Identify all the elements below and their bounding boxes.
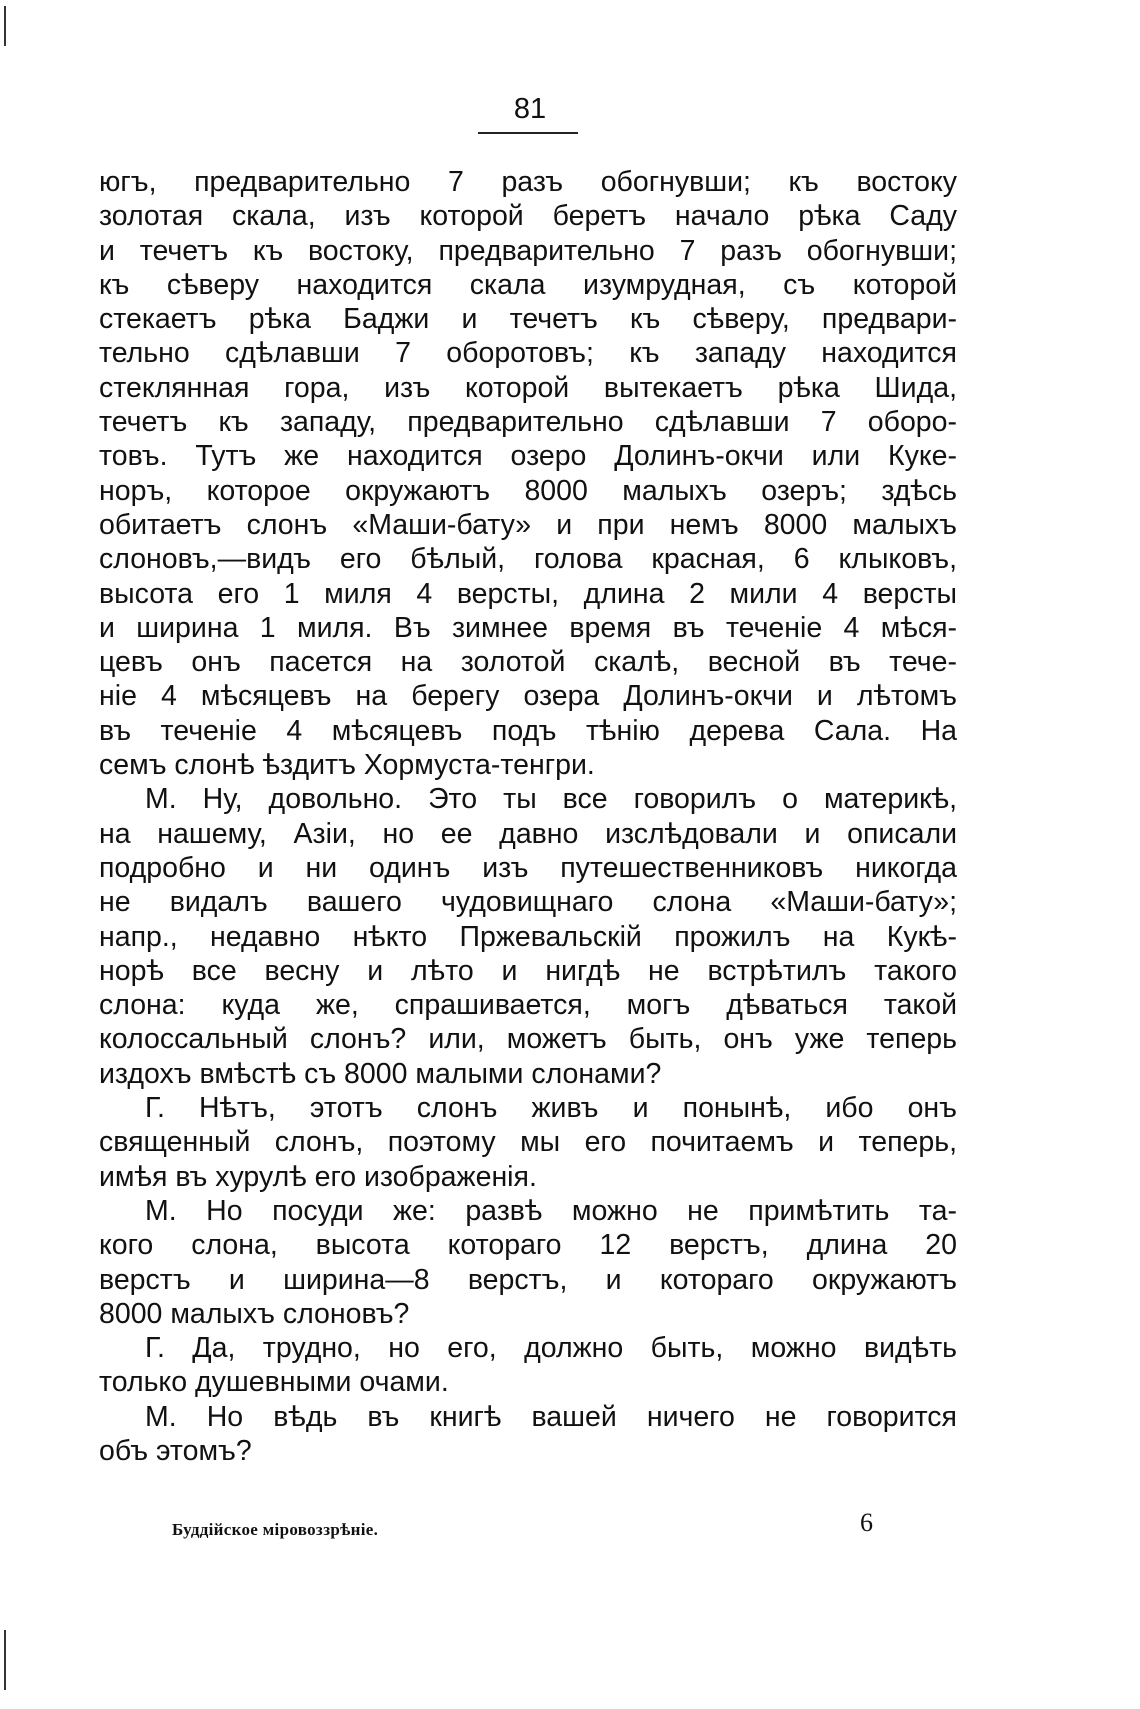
- paragraph: [99, 1331, 957, 1400]
- text-line: колоссальный слонъ? или, можетъ быть, онъ уже теперь: [99, 1023, 957, 1056]
- scan-edge-mark: [4, 6, 6, 46]
- text-line: и течетъ къ востоку, предварительно 7 разъ обогнувши;: [99, 234, 957, 267]
- footer-book-title: Буддійское міровоззрѣніе.: [172, 1520, 379, 1539]
- text-line: М. Но посуди же: развѣ можно не примѣтить та-: [145, 1194, 957, 1227]
- text-line: и ширина 1 миля. Въ зимнее время въ теченіе 4 мѣся-: [99, 611, 957, 644]
- text-line: ніе 4 мѣсяцевъ на берегу озера Долинъ-окчи и лѣтомъ: [99, 680, 957, 713]
- text-line: высота его 1 миля 4 версты, длина 2 мили 4 версты: [99, 577, 957, 610]
- text-line: норъ, которое окружаютъ 8000 малыхъ озеръ; здѣсь: [99, 474, 957, 507]
- text-line: обитаетъ слонъ «Маши-бату» и при немъ 8000 малыхъ: [99, 508, 957, 541]
- text-line: стеклянная гора, изъ которой вытекаетъ рѣка Шида,: [99, 371, 957, 404]
- text-line: издохъ вмѣстѣ съ 8000 малыми слонами?: [99, 1057, 662, 1090]
- paragraph: [99, 1091, 957, 1194]
- text-line: въ теченіе 4 мѣсяцевъ подъ тѣнію дерева Сала. На: [99, 714, 957, 747]
- text-line: товъ. Тутъ же находится озеро Долинъ-окчи или Куке-: [99, 440, 957, 473]
- text-line: 8000 малыхъ слоновъ?: [99, 1297, 410, 1330]
- text-line: Г. Нѣтъ, этотъ слонъ живъ и понынѣ, ибо онъ: [145, 1092, 957, 1125]
- text-line: стекаетъ рѣка Баджи и течетъ къ сѣверу, предвари-: [99, 303, 957, 336]
- text-line: верстъ и ширина—8 верстъ, и котораго окружаютъ: [99, 1263, 957, 1296]
- text-line: напр., недавно нѣкто Пржевальскій прожилъ на Кукѣ-: [99, 920, 957, 953]
- text-line: къ сѣверу находится скала изумрудная, съ которой: [99, 268, 957, 301]
- text-line: югъ, предварительно 7 разъ обогнувши; къ востоку: [99, 166, 957, 198]
- text-line: только душевными очами.: [99, 1366, 449, 1399]
- text-line: тельно сдѣлавши 7 оборотовъ; къ западу находится: [99, 337, 957, 370]
- scan-edge-mark: [4, 1630, 6, 1690]
- body-text: [99, 165, 957, 1468]
- page-number: 81: [513, 93, 547, 125]
- text-line: Г. Да, трудно, но его, должно быть, можно видѣть: [145, 1332, 957, 1365]
- text-line: слоновъ,—видъ его бѣлый, голова красная, 6 клыковъ,: [99, 543, 957, 576]
- text-line: М. Но вѣдь въ книгѣ вашей ничего не говорится: [145, 1400, 957, 1433]
- signature-mark: 6: [860, 1508, 873, 1537]
- paragraph: [99, 1400, 957, 1469]
- text-line: не видалъ вашего чудовищнаго слона «Маши-бату»;: [99, 886, 957, 919]
- paragraph: [99, 782, 957, 1091]
- text-line: цевъ онъ пасется на золотой скалѣ, весной въ тече-: [99, 646, 957, 679]
- text-line: М. Ну, довольно. Это ты все говорилъ о материкѣ,: [145, 783, 957, 816]
- text-line: священный слонъ, поэтому мы его почитаемъ и теперь,: [99, 1126, 957, 1159]
- text-line: имѣя въ хурулѣ его изображенія.: [99, 1160, 537, 1193]
- text-line: норѣ все весну и лѣто и нигдѣ не встрѣтилъ такого: [99, 954, 957, 987]
- text-line: объ этомъ?: [99, 1434, 252, 1467]
- paragraph: [99, 1194, 957, 1331]
- text-line: кого слона, высота котораго 12 верстъ, длина 20: [99, 1229, 957, 1262]
- text-line: течетъ къ западу, предварительно сдѣлавши 7 оборо-: [99, 406, 957, 439]
- text-line: подробно и ни одинъ изъ путешественниковъ никогда: [99, 851, 957, 884]
- text-line: слона: куда же, спрашивается, могъ дѣваться такой: [99, 989, 957, 1022]
- paragraph: [99, 165, 957, 782]
- text-line: на нашему, Азіи, но ее давно изслѣдовали и описали: [99, 817, 957, 850]
- text-line: золотая скала, изъ которой беретъ начало рѣка Саду: [99, 200, 957, 233]
- page-number-rule: [478, 132, 578, 134]
- text-line: семъ слонѣ ѣздитъ Хормуста-тенгри.: [99, 749, 595, 782]
